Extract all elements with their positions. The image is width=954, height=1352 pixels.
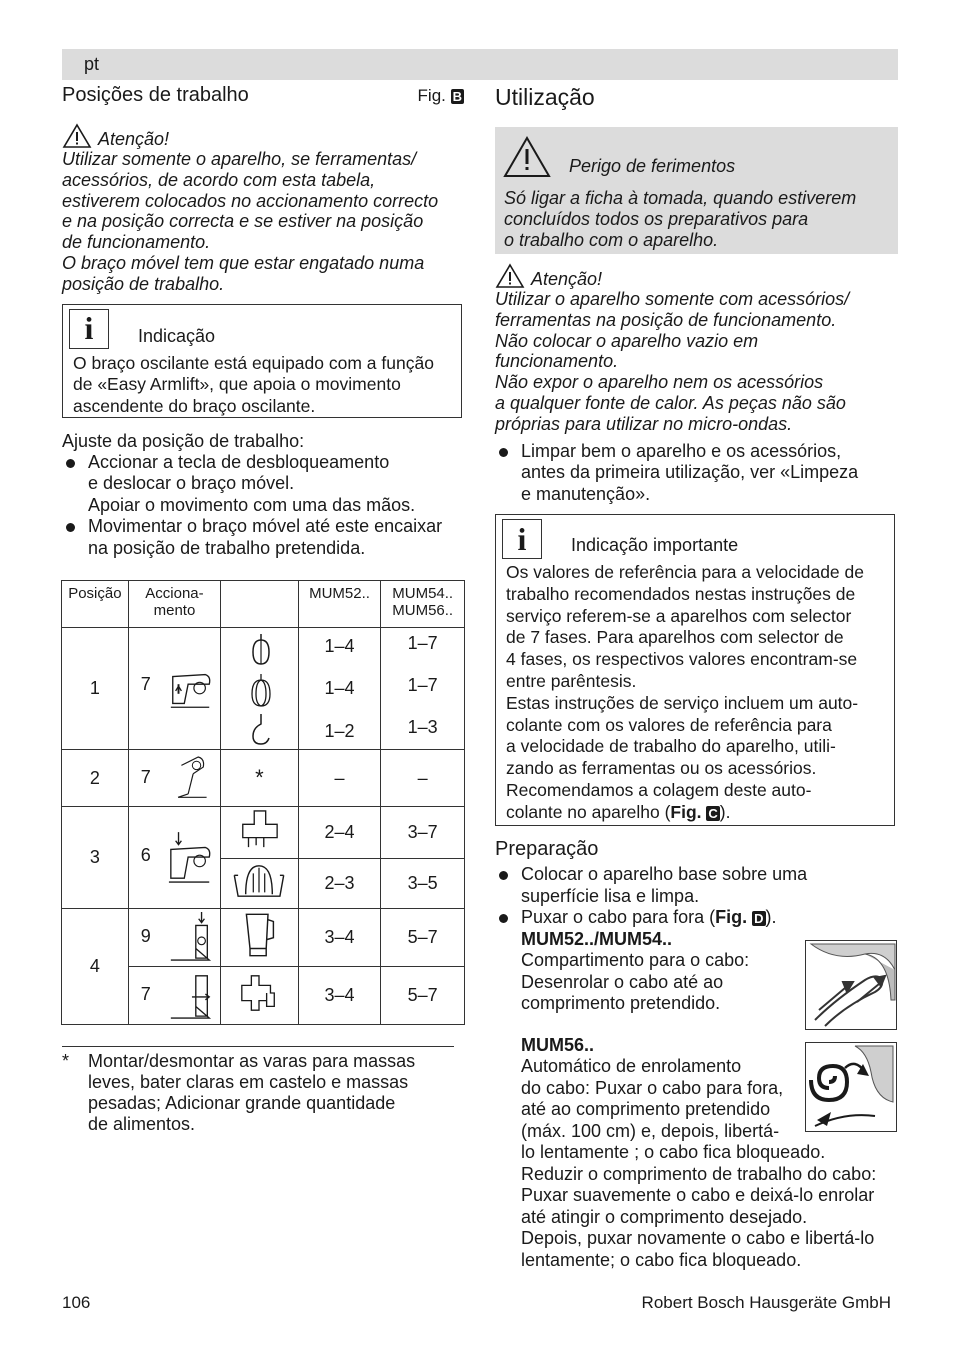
fig-prefix: Fig. [715, 907, 748, 928]
mixer-position-1-icon [167, 664, 215, 714]
footnote [62, 1051, 462, 1135]
cell-position: 1 [62, 628, 129, 750]
cell-tools [221, 859, 299, 909]
text-line: Compartimento para o cabo: [521, 950, 750, 971]
text-line: zando as ferramentas ou os acessórios. [506, 758, 817, 779]
text-line: Utilizar somente o aparelho, se ferramentas/ [62, 149, 417, 169]
table-row [62, 628, 465, 750]
cell-position: 4 [62, 909, 129, 1025]
cell-mum52: 2–4 [298, 807, 381, 859]
attention-block [495, 263, 898, 435]
text-line: até atingir o comprimento desejado. [521, 1206, 808, 1227]
table-row [62, 807, 465, 859]
text-line: lo lentamente ; o cabo fica bloqueado. [521, 1142, 826, 1163]
important-note-box [495, 514, 895, 826]
text-line: entre parêntesis. [506, 671, 637, 692]
text-line: MUM56.. [392, 602, 454, 619]
cell-position: 2 [62, 750, 129, 807]
drive-number: 7 [140, 984, 151, 1004]
text-line: 4 fases, os respectivos valores encontram-se [506, 649, 858, 670]
text-line: de alimentos. [88, 1114, 196, 1134]
list-item [495, 441, 898, 506]
list-item [495, 864, 898, 907]
cell-position: 3 [62, 807, 129, 909]
cell-tools [221, 967, 299, 1025]
text-fragment: ). [719, 801, 731, 822]
text-line: do cabo: Puxar o cabo para fora, [521, 1077, 784, 1098]
danger-text [504, 188, 856, 250]
note-text [73, 353, 434, 418]
preparation-title: Preparação [495, 838, 599, 861]
text-line: Apoiar o movimento com uma das mãos. [88, 494, 416, 515]
fig-prefix: Fig. [670, 801, 702, 822]
speed-value: 1–4 [324, 678, 355, 698]
mixer-position-2-icon [173, 752, 215, 804]
drive-number: 6 [140, 845, 151, 865]
cable-retraction-illustration [805, 1042, 897, 1132]
text-line: Puxar suavemente o cabo e deixá-lo enrolar [521, 1185, 875, 1206]
text-line: a velocidade de trabalho do aparelho, utili- [506, 736, 836, 757]
figure-reference [418, 86, 464, 106]
text-line: funcionamento. [495, 351, 619, 372]
text-line: Só ligar a ficha à tomada, quando estiverem [504, 188, 857, 208]
header-drive [128, 581, 220, 628]
blender-icon [241, 909, 277, 961]
speed-value: 1–7 [407, 633, 438, 653]
text-line: Desenrolar o cabo até ao [521, 971, 724, 992]
text-line: O braço móvel tem que estar engatado numa [62, 252, 425, 273]
text-line: Estas instruções de serviço incluem um auto- [506, 692, 859, 713]
cell-mum54-56: 3–5 [381, 859, 465, 909]
text-line: Movimentar o braço móvel até este encaixar [88, 516, 443, 537]
section-title: Utilização [495, 84, 595, 110]
food-processor-icon [235, 809, 283, 851]
attention-block [62, 123, 464, 295]
text-line: Montar/desmontar as varas para massas [88, 1051, 416, 1071]
text-line: Depois, puxar novamente o cabo e libertá-lo [521, 1228, 875, 1249]
whisk-tools-icon [241, 632, 281, 748]
table-header-row [62, 581, 465, 628]
text-line: e manutenção». [521, 483, 651, 504]
footnote-divider [62, 1046, 454, 1047]
text-line: lentamente; o cabo fica bloqueado. [521, 1249, 802, 1270]
attention-title: Atenção! [98, 129, 170, 149]
text-line: serviço referem-se a aparelhos com selector [506, 605, 852, 626]
attention-header [62, 123, 464, 149]
text-line: Accionar a tecla de desbloqueamento [88, 451, 390, 472]
text-line: Colocar o aparelho base sobre uma [521, 864, 808, 885]
header-mum54-56 [381, 581, 465, 628]
danger-title: Perigo de ferimentos [569, 156, 736, 176]
cell-mum54-56 [381, 628, 465, 750]
cell-mum54-56: – [381, 750, 465, 807]
drive-number: 7 [140, 674, 151, 694]
text-line: e deslocar o braço móvel. [88, 473, 295, 494]
info-icon: i [69, 309, 109, 349]
fig-label: B [452, 89, 462, 104]
table-row [62, 909, 465, 967]
note-box [62, 304, 462, 418]
section-header [62, 84, 464, 107]
cell-mum52 [298, 628, 381, 750]
text-line: superfície lisa e limpa. [521, 885, 700, 906]
citrus-press-icon [232, 862, 286, 900]
footnote-text [88, 1051, 462, 1135]
text-line: O braço oscilante está equipado com a função [73, 352, 434, 373]
text-line: Reduzir o comprimento de trabalho do cabo: [521, 1163, 877, 1184]
text-line: pesadas; Adicionar grande quantidade [88, 1093, 396, 1113]
fig-label: C [708, 805, 718, 821]
model-title: MUM52../MUM54.. [521, 928, 673, 949]
attention-text [495, 289, 898, 435]
warning-icon [495, 263, 525, 289]
text-line: comprimento pretendido. [521, 993, 721, 1014]
speed-value: 1–3 [407, 717, 438, 737]
cell-drive [128, 628, 220, 750]
language-code: pt [84, 54, 100, 74]
model-title: MUM56.. [521, 1034, 595, 1055]
text-line: de 7 fases. Para aparelhos com selector de [506, 627, 844, 648]
cell-tools [221, 628, 299, 750]
text-line: Utilizar o aparelho somente com acessórios/ [495, 289, 850, 309]
warning-icon [62, 123, 92, 149]
section-title: Posições de trabalho [62, 84, 249, 106]
cell-mum54-56: 5–7 [381, 967, 465, 1025]
mixer-position-3-icon [167, 829, 215, 889]
text-line: posição de trabalho. [62, 273, 225, 294]
list-item [62, 452, 464, 517]
cable-compartment-illustration [805, 940, 897, 1030]
text-line: de funcionamento. [62, 232, 211, 253]
text-line: Automático de enrolamento [521, 1056, 742, 1077]
text-line: colante com os valores de referência para [506, 714, 832, 735]
cell-mum52: 3–4 [298, 967, 381, 1025]
text-fragment: ). [765, 907, 777, 928]
cell-mum52: – [298, 750, 381, 807]
text-line: na posição de trabalho pretendida. [88, 537, 366, 558]
text-line: o trabalho com o aparelho. [504, 229, 719, 250]
cell-drive [128, 967, 220, 1025]
list-item [62, 516, 464, 559]
text-line: ferramentas na posição de funcionamento. [495, 309, 837, 330]
speed-value: 1–2 [324, 721, 355, 741]
left-column [62, 84, 464, 559]
text-line: mento [153, 602, 196, 619]
text-line: Os valores de referência para a velocidade de [506, 562, 864, 583]
cell-tools [221, 750, 299, 807]
company-name: Robert Bosch Hausgeräte GmbH [641, 1293, 891, 1312]
footnote-star: * [255, 765, 264, 790]
cell-tools [221, 807, 299, 859]
text-fragment: colante no aparelho ( [506, 801, 671, 822]
header-position: Posição [62, 581, 129, 628]
header-tool [221, 581, 299, 628]
note-title: Indicação importante [571, 535, 739, 556]
text-line: leves, bater claras em castelo e massas [88, 1072, 409, 1092]
footnote-marker: * [62, 1051, 70, 1071]
text-line: a qualquer fonte de calor. As peças não são [495, 392, 846, 413]
speed-value: 1–7 [407, 675, 438, 695]
text-line: Não colocar o aparelho vazio em [495, 330, 759, 351]
cell-mum52: 2–3 [298, 859, 381, 909]
speed-value: 1–4 [324, 636, 355, 656]
text-line: antes da primeira utilização, ver «Limpeza [521, 462, 859, 483]
text-line: Recomendamos a colagem deste auto- [506, 780, 812, 801]
cell-mum54-56: 3–7 [381, 807, 465, 859]
warning-icon [503, 136, 551, 178]
text-line: até ao comprimento pretendido [521, 1099, 771, 1120]
page-number: 106 [62, 1293, 91, 1312]
text-fragment: Puxar o cabo para fora ( [521, 907, 716, 928]
drive-number: 7 [140, 767, 151, 787]
note-text [506, 562, 864, 824]
table-row [62, 750, 465, 807]
text-line [521, 907, 898, 929]
text-line: ascendente do braço oscilante. [73, 396, 316, 417]
text-line [506, 802, 864, 824]
text-line: estiverem colocados no accionamento correcto [62, 190, 439, 211]
text-line: (máx. 100 cm) e, depois, libertá- [521, 1120, 780, 1141]
text-line: Não expor o aparelho nem os acessórios [495, 372, 824, 393]
cell-drive [128, 807, 220, 909]
text-line: MUM54.. [392, 585, 454, 602]
fig-label: D [754, 911, 764, 927]
info-icon: i [502, 519, 542, 559]
danger-box [495, 127, 898, 254]
meat-grinder-icon [236, 972, 282, 1014]
cleaning-list [495, 441, 898, 506]
text-line: e na posição correcta e se estiver na posição [62, 211, 424, 232]
adjust-title: Ajuste da posição de trabalho: [62, 430, 305, 451]
attention-header [495, 263, 898, 289]
mixer-position-4b-icon [167, 967, 215, 1023]
drive-number: 9 [140, 926, 151, 946]
attention-title: Atenção! [531, 269, 603, 289]
cell-mum54-56: 5–7 [381, 909, 465, 967]
text-line: concluídos todos os preparativos para [504, 208, 809, 229]
mixer-position-4a-icon [167, 909, 215, 965]
text-line: trabalho recomendados nestas instruções de [506, 583, 856, 604]
text-line: Acciona- [145, 585, 204, 602]
cell-mum52: 3–4 [298, 909, 381, 967]
language-header-bar [62, 49, 898, 80]
text-line: Limpar bem o aparelho e os acessórios, [521, 440, 842, 461]
text-line: acessórios, de acordo com esta tabela, [62, 169, 376, 190]
cell-drive [128, 750, 220, 807]
note-title: Indicação [138, 325, 216, 346]
cell-drive [128, 909, 220, 967]
text-line: de «Easy Armlift», que apoia o movimento [73, 374, 401, 395]
header-mum52: MUM52.. [298, 581, 381, 628]
positions-table [61, 580, 465, 1025]
text-line: próprias para utilizar no micro-ondas. [495, 413, 793, 434]
attention-text [62, 149, 464, 295]
cell-tools [221, 909, 299, 967]
fig-prefix: Fig. [417, 86, 446, 105]
adjust-list [62, 452, 464, 560]
